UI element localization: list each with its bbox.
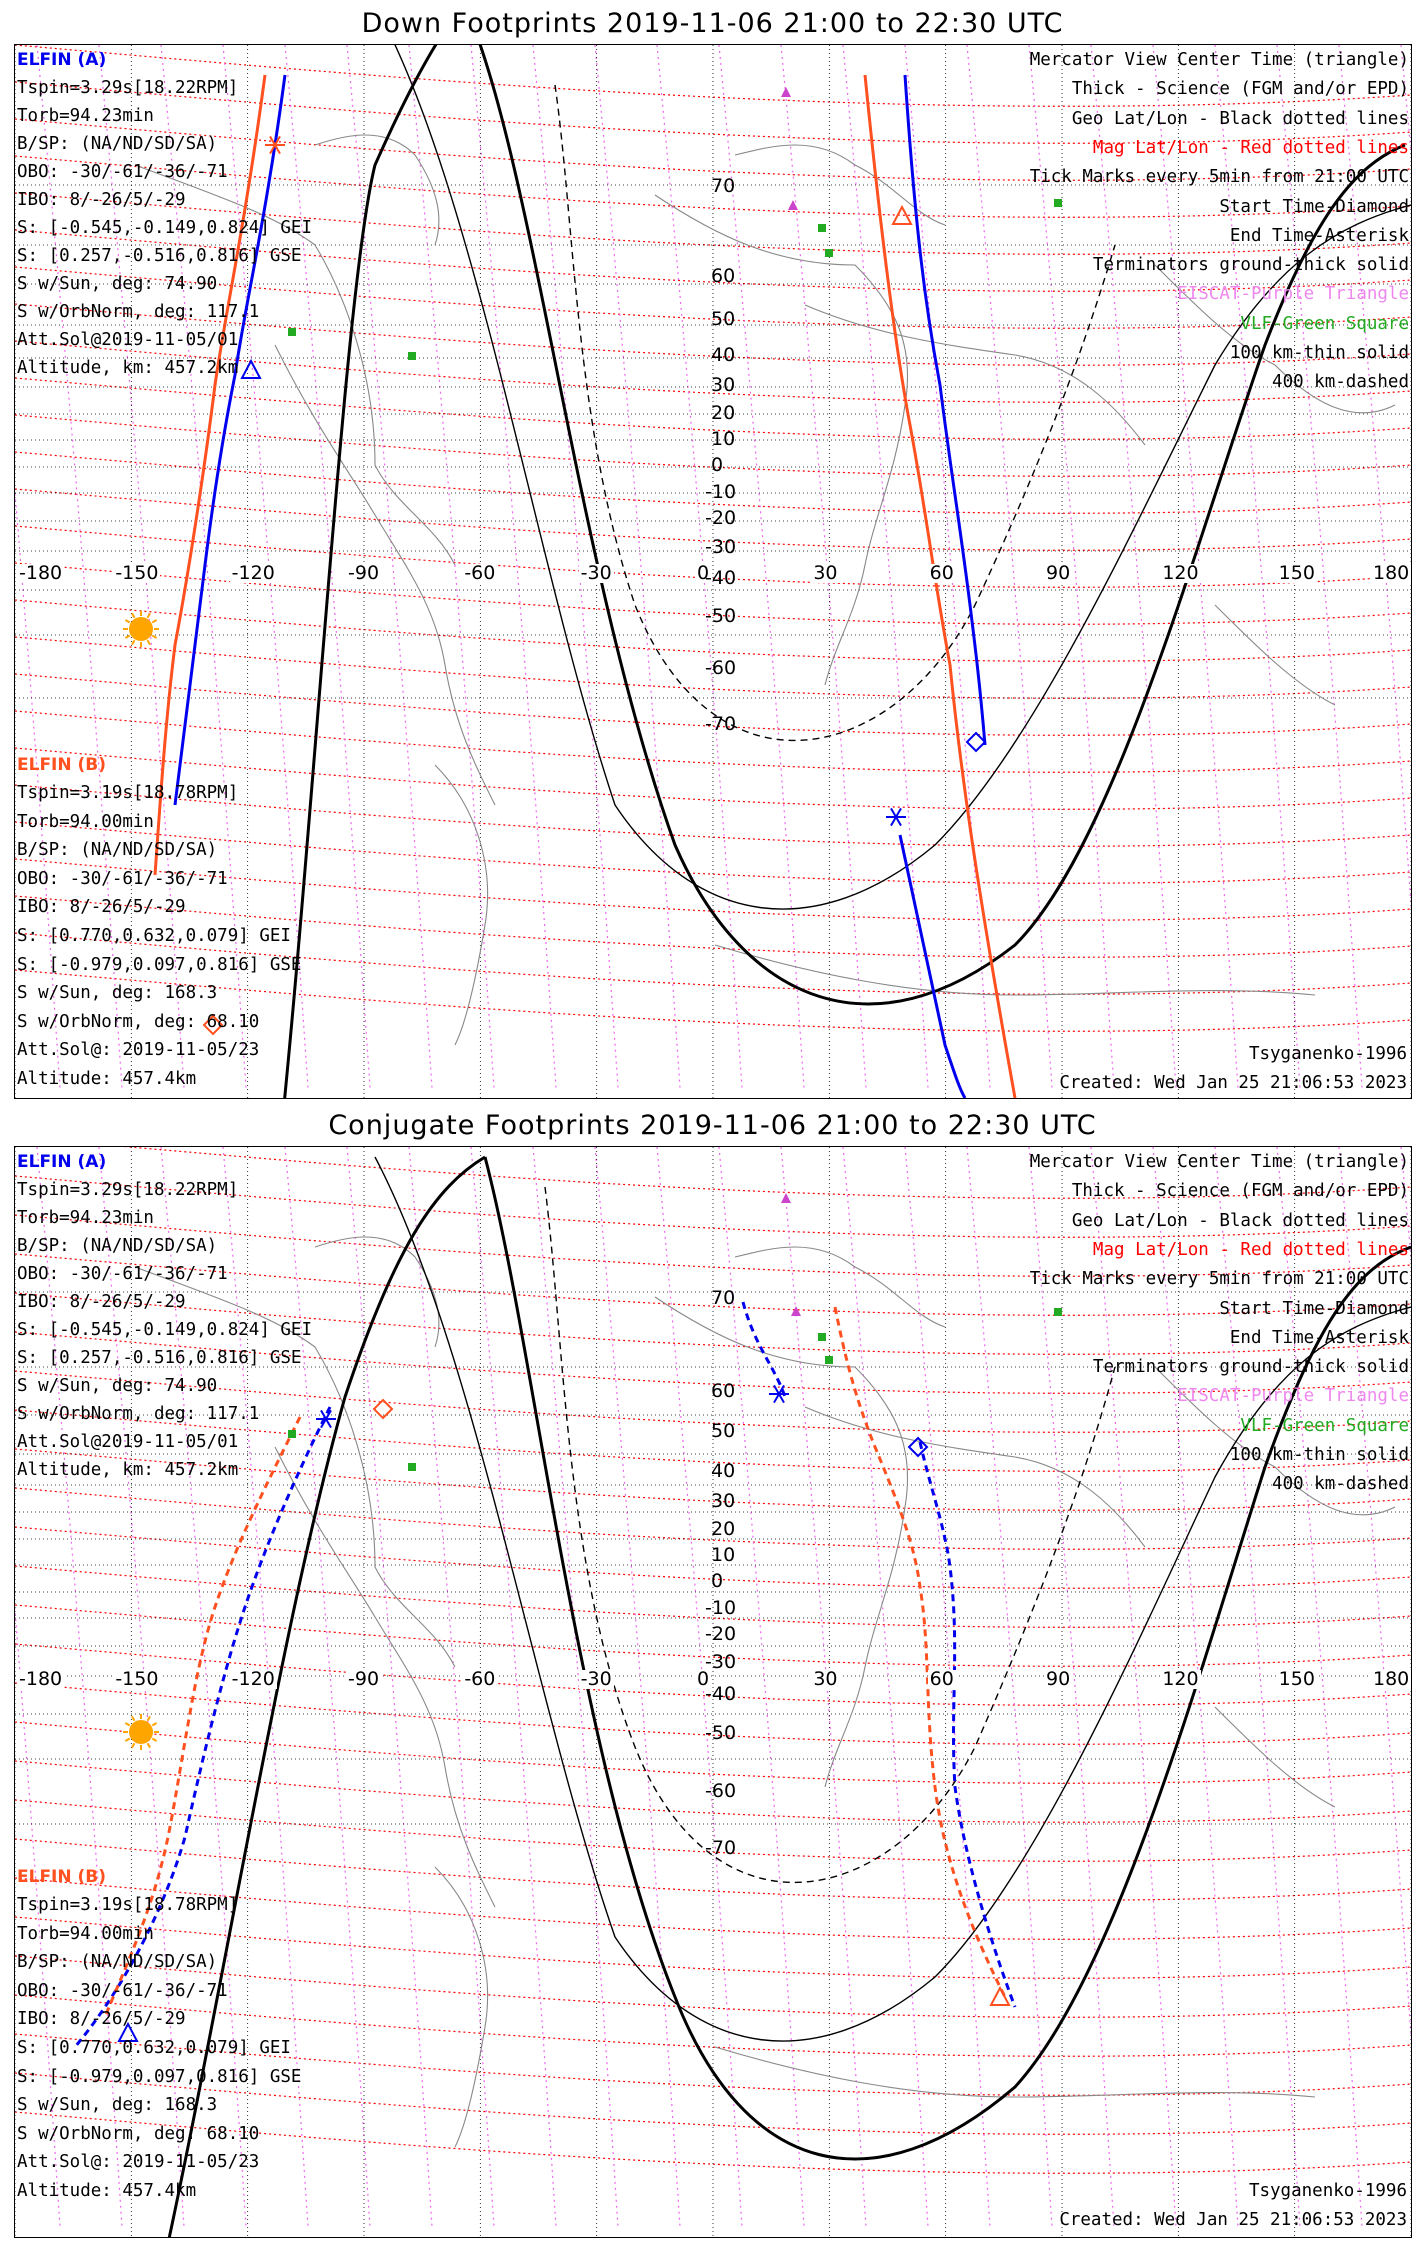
lon-label: -30 — [580, 562, 612, 584]
elfin-b-track — [865, 75, 1015, 1098]
sun-ray — [148, 1716, 151, 1720]
lat-label: -50 — [705, 605, 737, 627]
lat-label: -60 — [705, 1780, 737, 1802]
sun-ray — [125, 620, 129, 623]
info-line: S: [-0.545,-0.149,0.824] GEI — [17, 1320, 313, 1340]
lon-label: 180 — [1373, 1668, 1410, 1690]
lat-label: -10 — [705, 1597, 737, 1619]
sun-ray — [148, 613, 151, 617]
panel-title: Down Footprints 2019-11-06 21:00 to 22:30 UTC — [361, 8, 1064, 39]
sun-ray — [152, 636, 156, 639]
sun-ray — [132, 613, 135, 617]
lon-label: 180 — [1373, 562, 1410, 584]
elfin-b-track — [835, 1307, 1005, 1997]
info-line: OBO: -30/-61/-36/-71 — [17, 868, 228, 889]
legend-entry: 100 km-thin solid — [1229, 343, 1409, 363]
lon-label: -180 — [19, 1668, 63, 1690]
legend-entry: Mercator View Center Time (triangle) — [1029, 50, 1409, 70]
vlf-square-icon — [825, 1356, 833, 1364]
lon-label: -120 — [231, 1668, 275, 1690]
map-panel-conjugate — [14, 1146, 1412, 2238]
info-line: S: [0.770,0.632,0.079] GEI — [17, 926, 291, 946]
sun-ray — [125, 636, 129, 639]
lon-label: 60 — [929, 562, 954, 584]
lat-label: -40 — [705, 567, 737, 589]
sun-ray — [132, 1743, 135, 1747]
lon-label: 120 — [1162, 1668, 1199, 1690]
lat-label: 0 — [711, 454, 724, 476]
info-line: Altitude, km: 457.2km — [17, 1460, 239, 1480]
legend-entry: Mag Lat/Lon - Red dotted lines — [1092, 137, 1409, 158]
lat-label: 70 — [711, 175, 736, 197]
terminator-100km — [375, 1157, 1411, 2041]
legend-entry: End Time-Asterisk — [1229, 225, 1409, 246]
eiscat-triangle-icon — [791, 1306, 801, 1316]
elfin-a-name: ELFIN (A) — [17, 50, 107, 70]
mag-lon-line — [967, 1147, 1052, 2227]
legend-entry: Terminators ground-thick solid — [1092, 255, 1409, 276]
lat-label: 50 — [711, 308, 736, 330]
lon-label: 0 — [697, 1668, 710, 1690]
info-line: B/SP: (NA/ND/SD/SA) — [17, 1236, 218, 1256]
coastline — [805, 1407, 1145, 1547]
elfin-a-track — [75, 1407, 330, 2047]
elfin-b-name: ELFIN (B) — [17, 755, 107, 775]
info-line: Att.Sol@: 2019-11-05/23 — [17, 1040, 260, 1061]
legend-entry: Start Time-Diamond — [1219, 196, 1409, 217]
elfin-a-track — [743, 1302, 785, 1397]
info-line: S: [-0.979,0.097,0.816] GSE — [17, 2066, 302, 2087]
lat-label: -40 — [705, 1683, 737, 1705]
coastline — [715, 945, 1315, 995]
info-line: Altitude: 457.4km — [17, 2181, 197, 2201]
lat-label: -50 — [705, 1722, 737, 1744]
info-line: OBO: -30/-61/-36/-71 — [17, 1980, 228, 2001]
vlf-square-icon — [408, 1463, 416, 1471]
lat-label: 0 — [711, 1570, 724, 1592]
lon-label: 60 — [929, 1668, 954, 1690]
lat-label: 30 — [711, 374, 736, 396]
info-line: S: [0.257,-0.516,0.816] GSE — [17, 1348, 302, 1368]
lat-label: 70 — [711, 1287, 736, 1309]
eiscat-triangle-icon — [781, 87, 791, 97]
lat-label: -20 — [705, 507, 737, 529]
info-line: S: [-0.979,0.097,0.816] GSE — [17, 954, 302, 975]
info-line: Altitude: 457.4km — [17, 1069, 197, 1089]
lat-label: -20 — [705, 1623, 737, 1645]
start-diamond-icon — [967, 733, 985, 751]
vlf-square-icon — [1054, 199, 1062, 207]
lat-label: -30 — [705, 536, 737, 558]
info-line: Att.Sol@2019-11-05/01 — [17, 1432, 239, 1452]
sun-ray — [148, 640, 151, 644]
lon-label: 0 — [697, 562, 710, 584]
lon-label: 90 — [1046, 1668, 1071, 1690]
mag-lon-line — [843, 1147, 928, 2227]
info-line: S w/OrbNorm, deg: 68.10 — [17, 1011, 260, 1032]
lon-label: -120 — [231, 562, 275, 584]
info-line: B/SP: (NA/ND/SD/SA) — [17, 840, 218, 861]
lat-label: -70 — [705, 713, 737, 735]
info-line: S w/OrbNorm, deg: 117.1 — [17, 302, 260, 322]
eiscat-triangle-icon — [788, 200, 798, 210]
coastline — [315, 135, 439, 245]
coastline — [1215, 605, 1335, 705]
lon-label: 150 — [1278, 562, 1315, 584]
info-line: IBO: 8/-26/5/-29 — [17, 897, 186, 918]
lon-label: 150 — [1278, 1668, 1315, 1690]
info-line: Att.Sol@: 2019-11-05/23 — [17, 2152, 260, 2173]
info-line: Altitude, km: 457.2km — [17, 358, 239, 378]
legend-entry: Start Time-Diamond — [1219, 1298, 1409, 1319]
sun-ray — [125, 1739, 129, 1742]
lat-label: -30 — [705, 1651, 737, 1673]
center-time-triangle-icon — [991, 1988, 1009, 2005]
lat-label: -70 — [705, 1837, 737, 1859]
legend-entry: VLF-Green Square — [1240, 1415, 1409, 1436]
coastline — [315, 1237, 439, 1347]
model-credit: Tsyganenko-1996 — [1248, 1044, 1407, 1064]
coastline — [655, 1297, 908, 1787]
info-line: Att.Sol@2019-11-05/01 — [17, 330, 239, 350]
lat-label: 40 — [711, 344, 736, 366]
info-line: S w/Sun, deg: 74.90 — [17, 1376, 218, 1396]
eiscat-triangle-icon — [781, 1193, 791, 1203]
sun-icon — [129, 617, 153, 641]
info-line: Tspin=3.19s[18.78RPM] — [17, 1895, 239, 1915]
sun-ray — [132, 1716, 135, 1720]
lat-label: 20 — [711, 402, 736, 424]
info-line: OBO: -30/-61/-36/-71 — [17, 162, 228, 182]
info-line: S w/Sun, deg: 74.90 — [17, 274, 218, 294]
legend-entry: 100 km-thin solid — [1229, 1445, 1409, 1465]
info-line: Tspin=3.19s[18.78RPM] — [17, 783, 239, 803]
legend-entry: Mag Lat/Lon - Red dotted lines — [1092, 1239, 1409, 1260]
terminator-400km — [545, 1187, 1115, 1882]
lon-label: -60 — [464, 1668, 496, 1690]
elfin-a-name: ELFIN (A) — [17, 1152, 107, 1172]
info-line: S: [-0.545,-0.149,0.824] GEI — [17, 218, 313, 238]
vlf-square-icon — [1054, 1308, 1062, 1316]
lon-label: -90 — [348, 562, 380, 584]
sun-icon — [129, 1720, 153, 1744]
lon-label: 120 — [1162, 562, 1199, 584]
legend-entry: Tick Marks every 5min from 21:00 UTC — [1029, 167, 1409, 188]
info-line: S: [0.770,0.632,0.079] GEI — [17, 2038, 291, 2058]
info-line: Torb=94.00min — [17, 1923, 154, 1944]
sun-ray — [132, 640, 135, 644]
sun-ray — [152, 620, 156, 623]
vlf-square-icon — [818, 1333, 826, 1341]
coastline — [715, 2047, 1315, 2097]
legend-entry: EISCAT-Purple Triangle — [1177, 1386, 1409, 1407]
info-line: S w/OrbNorm, deg: 68.10 — [17, 2123, 260, 2144]
info-line: Torb=94.00min — [17, 811, 154, 832]
info-line: Tspin=3.29s[18.22RPM] — [17, 1180, 239, 1200]
info-line: IBO: 8/-26/5/-29 — [17, 1292, 186, 1312]
legend-entry: Geo Lat/Lon - Black dotted lines — [1071, 108, 1409, 129]
coastline — [435, 765, 488, 1045]
legend-entry: EISCAT-Purple Triangle — [1177, 284, 1409, 305]
model-credit: Tsyganenko-1996 — [1248, 2181, 1407, 2201]
map-panel-down — [14, 44, 1412, 1099]
lat-label: 30 — [711, 1490, 736, 1512]
sun-ray — [152, 1723, 156, 1726]
info-line: Torb=94.23min — [17, 106, 154, 126]
info-line: OBO: -30/-61/-36/-71 — [17, 1264, 228, 1284]
info-line: IBO: 8/-26/5/-29 — [17, 190, 186, 210]
vlf-square-icon — [818, 224, 826, 232]
lon-label: -90 — [348, 1668, 380, 1690]
legend-entry: Tick Marks every 5min from 21:00 UTC — [1029, 1269, 1409, 1290]
legend-entry: Thick - Science (FGM and/or EPD) — [1071, 1181, 1409, 1202]
elfin-a-track — [900, 835, 965, 1098]
coastline — [435, 1867, 488, 2147]
coastline — [735, 1247, 945, 1327]
lat-label: 60 — [711, 1380, 736, 1402]
terminator-ground — [145, 1157, 1411, 2237]
lat-label: -10 — [705, 481, 737, 503]
legend-entry: Mercator View Center Time (triangle) — [1029, 1152, 1409, 1172]
vlf-square-icon — [288, 1430, 296, 1438]
lon-label: -180 — [19, 562, 63, 584]
lon-label: -150 — [115, 562, 159, 584]
lon-label: 30 — [813, 1668, 838, 1690]
vlf-square-icon — [825, 249, 833, 257]
sun-ray — [125, 1723, 129, 1726]
sun-ray — [152, 1739, 156, 1742]
legend-entry: Terminators ground-thick solid — [1092, 1357, 1409, 1378]
vlf-square-icon — [408, 352, 416, 360]
lon-label: 30 — [813, 562, 838, 584]
info-line: S w/OrbNorm, deg: 117.1 — [17, 1404, 260, 1424]
legend-entry: Thick - Science (FGM and/or EPD) — [1071, 79, 1409, 100]
created-stamp: Created: Wed Jan 25 21:06:53 2023 — [1059, 2210, 1407, 2230]
elfin-b-name: ELFIN (B) — [17, 1867, 107, 1887]
info-line: B/SP: (NA/ND/SD/SA) — [17, 134, 218, 154]
legend-entry: End Time-Asterisk — [1229, 1327, 1409, 1348]
info-line: IBO: 8/-26/5/-29 — [17, 2009, 186, 2030]
elfin-a-track — [920, 1442, 1015, 2007]
lat-label: 10 — [711, 428, 736, 450]
created-stamp: Created: Wed Jan 25 21:06:53 2023 — [1059, 1073, 1407, 1093]
lat-label: 20 — [711, 1518, 736, 1540]
coastline — [805, 305, 1145, 445]
lat-label: 40 — [711, 1460, 736, 1482]
info-line: Torb=94.23min — [17, 1208, 154, 1228]
info-line: S: [0.257,-0.516,0.816] GSE — [17, 246, 302, 266]
info-line: S w/Sun, deg: 168.3 — [17, 2095, 218, 2116]
lon-label: 90 — [1046, 562, 1071, 584]
legend-entry: 400 km-dashed — [1272, 1474, 1409, 1495]
panel-title: Conjugate Footprints 2019-11-06 21:00 to 22:30 UTC — [328, 1110, 1097, 1141]
coastline — [1215, 1707, 1335, 1807]
center-time-triangle-icon — [242, 361, 260, 378]
info-line: S w/Sun, deg: 168.3 — [17, 983, 218, 1004]
lat-label: 60 — [711, 265, 736, 287]
lon-label: -30 — [580, 1668, 612, 1690]
legend-entry: Geo Lat/Lon - Black dotted lines — [1071, 1210, 1409, 1231]
lat-label: 10 — [711, 1544, 736, 1566]
mag-lon-line — [967, 45, 1052, 1088]
lat-label: 50 — [711, 1420, 736, 1442]
vlf-square-icon — [288, 328, 296, 336]
legend-entry: VLF-Green Square — [1240, 313, 1409, 334]
legend-entry: 400 km-dashed — [1272, 372, 1409, 393]
info-line: Tspin=3.29s[18.22RPM] — [17, 78, 239, 98]
lon-label: -60 — [464, 562, 496, 584]
info-line: B/SP: (NA/ND/SD/SA) — [17, 1952, 218, 1973]
lat-label: -60 — [705, 657, 737, 679]
lon-label: -150 — [115, 1668, 159, 1690]
sun-ray — [148, 1743, 151, 1747]
